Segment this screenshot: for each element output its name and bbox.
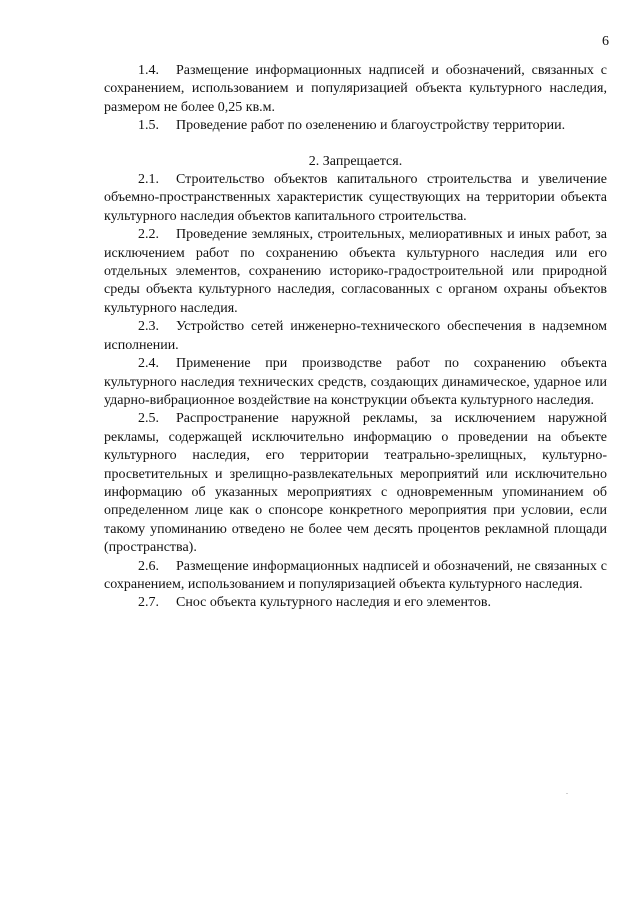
item-number: 2.7.: [138, 595, 159, 611]
item-text: Размещение информационных надписей и обозначений, связанных с сохранением, использованием и популяризацией объекта культурного наследия, размером не более 0,25 кв.м.: [104, 63, 607, 115]
item-number: 1.5.: [138, 118, 159, 134]
section-heading: 2. Запрещается.: [308, 153, 403, 169]
list-item-2-7: [104, 594, 607, 612]
item-number: 2.3.: [138, 319, 159, 335]
item-text: Распространение наружной рекламы, за исключением наружной рекламы, содержащей исключительно информацию о проведении на объекте культурного наследия, его территории театрально-зрелищных, культурно-просветительных и зрелищно-развлекательных мероприятий или исключительно информацию об указанных мероприятиях с одновременным упоминанием об определенном лице как о спонсоре конкретного мероприятия при условии, если такому упоминанию отведено не более чем десять процентов рекламной площади (пространства).: [104, 411, 607, 556]
list-item-1-4: [104, 62, 607, 117]
list-item-2-5: [104, 410, 607, 557]
item-number: 2.1.: [138, 172, 159, 188]
item-number: 2.6.: [138, 558, 159, 574]
document-body: [104, 62, 607, 613]
list-item-2-1: [104, 171, 607, 226]
item-text: Снос объекта культурного наследия и его элементов.: [176, 595, 492, 611]
item-text: Применение при производстве работ по сохранению объекта культурного наследия технических средств, создающих динамическое, ударное или ударно-вибрационное воздействие на конструкции объекта культурного наследия.: [104, 356, 607, 408]
page-number: 6: [602, 34, 609, 49]
list-item-2-6: [104, 558, 607, 595]
item-number: 2.2.: [138, 227, 159, 243]
item-text: Проведение работ по озеленению и благоустройству территории.: [176, 118, 566, 134]
scan-speck: [566, 793, 568, 794]
item-text: Устройство сетей инженерно-технического обеспечения в надземном исполнении.: [104, 319, 607, 353]
list-item-2-2: [104, 226, 607, 318]
list-item-2-4: [104, 355, 607, 410]
list-item-1-5: [104, 117, 607, 135]
item-number: 2.4.: [138, 356, 159, 372]
list-item-2-3: [104, 318, 607, 355]
item-text: Строительство объектов капитального строительства и увеличение объемно-пространственных характеристик существующих на территории объекта культурного наследия объектов капитального строительства.: [104, 172, 607, 224]
item-text: Размещение информационных надписей и обозначений, не связанных с сохранением, использованием и популяризацией объекта культурного наследия.: [104, 558, 607, 592]
item-text: Проведение земляных, строительных, мелиоративных и иных работ, за исключением работ по сохранению объекта культурного наследия или его отдельных элементов, сохранению историко-градостроительной или природной среды объекта культурного наследия, согласованных с органом охраны объектов культурного наследия.: [104, 227, 607, 316]
item-number: 2.5.: [138, 411, 159, 427]
item-number: 1.4.: [138, 63, 159, 78]
